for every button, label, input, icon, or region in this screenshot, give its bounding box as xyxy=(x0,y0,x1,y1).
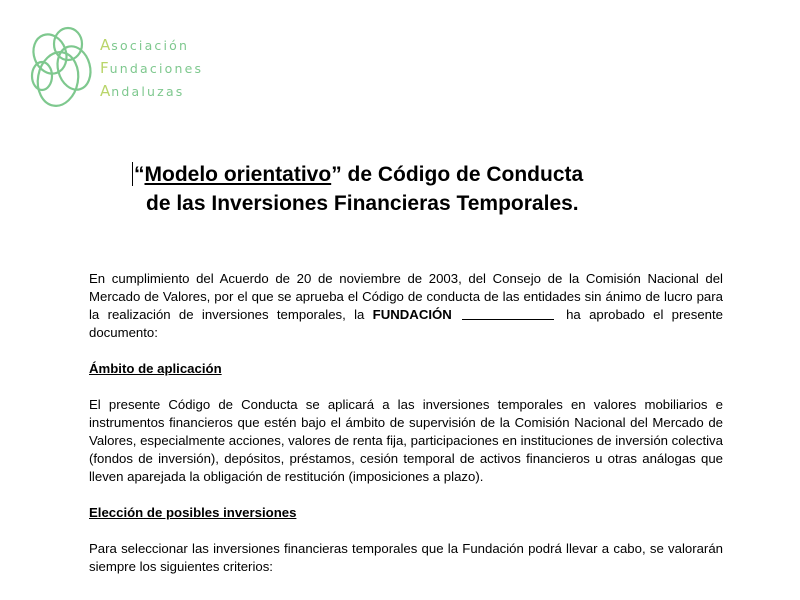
section-heading-scope: Ámbito de aplicación xyxy=(89,361,222,376)
title-line-1: “Modelo orientativo” de Código de Conducta xyxy=(134,163,584,186)
section-text-scope: El presente Código de Conducta se aplicará a las inversiones temporales en valores mobiliarios e instrumentos financieros que estén bajo el ámbito de supervisión de la Comisión Nacional del Mercado de Valores, especialmente acciones, valores de renta fija, participaciones en instituciones de inversión colectiva (fondos de inversión), depósitos, préstamos, cesión temporal de activos financieros u otras análogas que lleven aparejada la obligación de restitución (imposiciones a plazo). xyxy=(89,397,723,484)
document-title xyxy=(132,160,672,218)
logo-text xyxy=(100,34,203,103)
foundation-label: FUNDACIÓN xyxy=(372,307,452,322)
logo-circles-icon xyxy=(28,24,104,114)
intro-paragraph: En cumplimiento del Acuerdo de 20 de noviembre de 2003, del Consejo de la Comisión Nacional del Mercado de Valores, por el que se aprueba el Código de conducta de las entidades sin ánimo de lucro para la realización de inversiones temporales, la FUNDACIÓN ha aprobado el presente documento: xyxy=(89,271,723,340)
logo-line-2: Fundaciones xyxy=(100,59,204,77)
logo-line-1: Asociación xyxy=(100,36,190,54)
title-line-2: de las Inversiones Financieras Temporales. xyxy=(146,192,579,215)
text-cursor xyxy=(132,162,133,186)
document-body xyxy=(89,270,723,594)
section-text-selection: Para seleccionar las inversiones financieras temporales que la Fundación podrá llevar a cabo, se valorarán siempre los siguientes criterios: xyxy=(89,541,723,574)
association-logo xyxy=(28,24,208,114)
logo-line-3: Andaluzas xyxy=(100,82,185,100)
title-emphasis: Modelo orientativo xyxy=(144,163,332,186)
foundation-name-blank[interactable] xyxy=(462,307,554,320)
section-heading-selection: Elección de posibles inversiones xyxy=(89,505,297,520)
